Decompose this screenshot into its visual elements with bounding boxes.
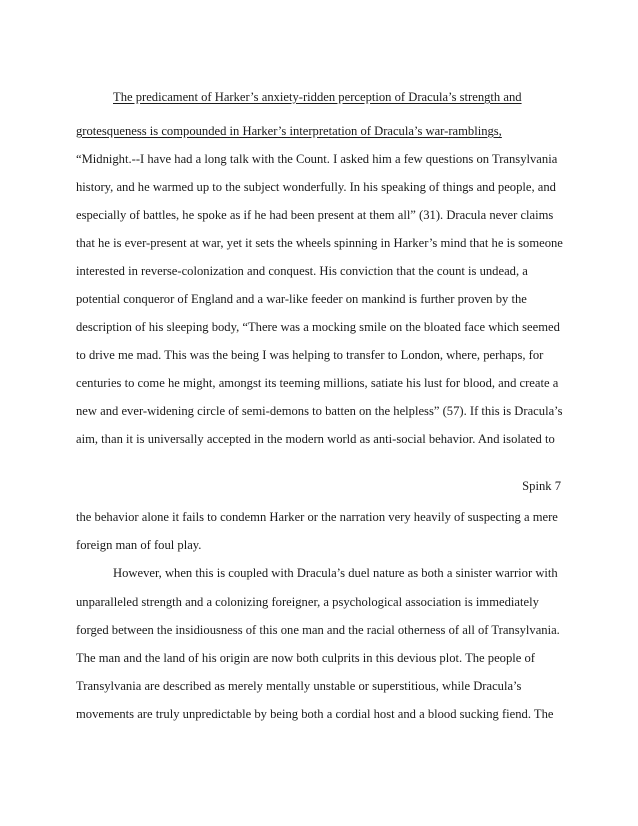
paragraph-line: Transylvania are described as merely mentally unstable or superstitious, while Dracula’s — [76, 679, 522, 693]
paragraph-line: the behavior alone it fails to condemn Harker or the narration very heavily of suspecting a mere — [76, 510, 558, 524]
paragraph-line: especially of battles, he spoke as if he had been present at them all” (31). Dracula never claims — [76, 208, 554, 222]
paragraph-line: forged between the insidiousness of this one man and the racial otherness of all of Transylvania. — [76, 623, 560, 637]
paragraph-line: interested in reverse-colonization and conquest. His conviction that the count is undead, a — [76, 264, 528, 278]
paragraph-line: centuries to come he might, amongst its teeming millions, satiate his lust for blood, and create a — [76, 376, 559, 390]
paragraph-line: foreign man of foul play. — [76, 538, 202, 552]
paragraph-line: However, when this is coupled with Dracula’s duel nature as both a sinister warrior with — [113, 566, 558, 580]
paragraph-line: unparalleled strength and a colonizing foreigner, a psychological association is immediately — [76, 595, 539, 609]
paragraph-line: The predicament of Harker’s anxiety-ridden perception of Dracula’s strength and — [113, 90, 522, 104]
paragraph-line: that he is ever-present at war, yet it sets the wheels spinning in Harker’s mind that he is someone — [76, 236, 563, 250]
paragraph-line: “Midnight.--I have had a long talk with the Count. I asked him a few questions on Transylvania — [76, 152, 558, 166]
paragraph-line: movements are truly unpredictable by being both a cordial host and a blood sucking fiend. The — [76, 707, 554, 721]
paragraph-line: history, and he warmed up to the subject wonderfully. In his speaking of things and people, and — [76, 180, 556, 194]
paragraph-line: description of his sleeping body, “There was a mocking smile on the bloated face which seemed — [76, 320, 560, 334]
page-number-header: Spink 7 — [522, 479, 561, 493]
paragraph-line: grotesqueness is compounded in Harker’s interpretation of Dracula’s war-ramblings, — [76, 124, 502, 138]
paragraph-line: aim, than it is universally accepted in the modern world as anti-social behavior. And isolated to — [76, 432, 555, 446]
paragraph-line: potential conqueror of England and a war-like feeder on mankind is further proven by the — [76, 292, 527, 306]
paragraph-line: to drive me mad. This was the being I was helping to transfer to London, where, perhaps, for — [76, 348, 544, 362]
paragraph-line: The man and the land of his origin are now both culprits in this devious plot. The people of — [76, 651, 536, 665]
paragraph-line: new and ever-widening circle of semi-demons to batten on the helpless” (57). If this is Dracula’s — [76, 404, 563, 418]
